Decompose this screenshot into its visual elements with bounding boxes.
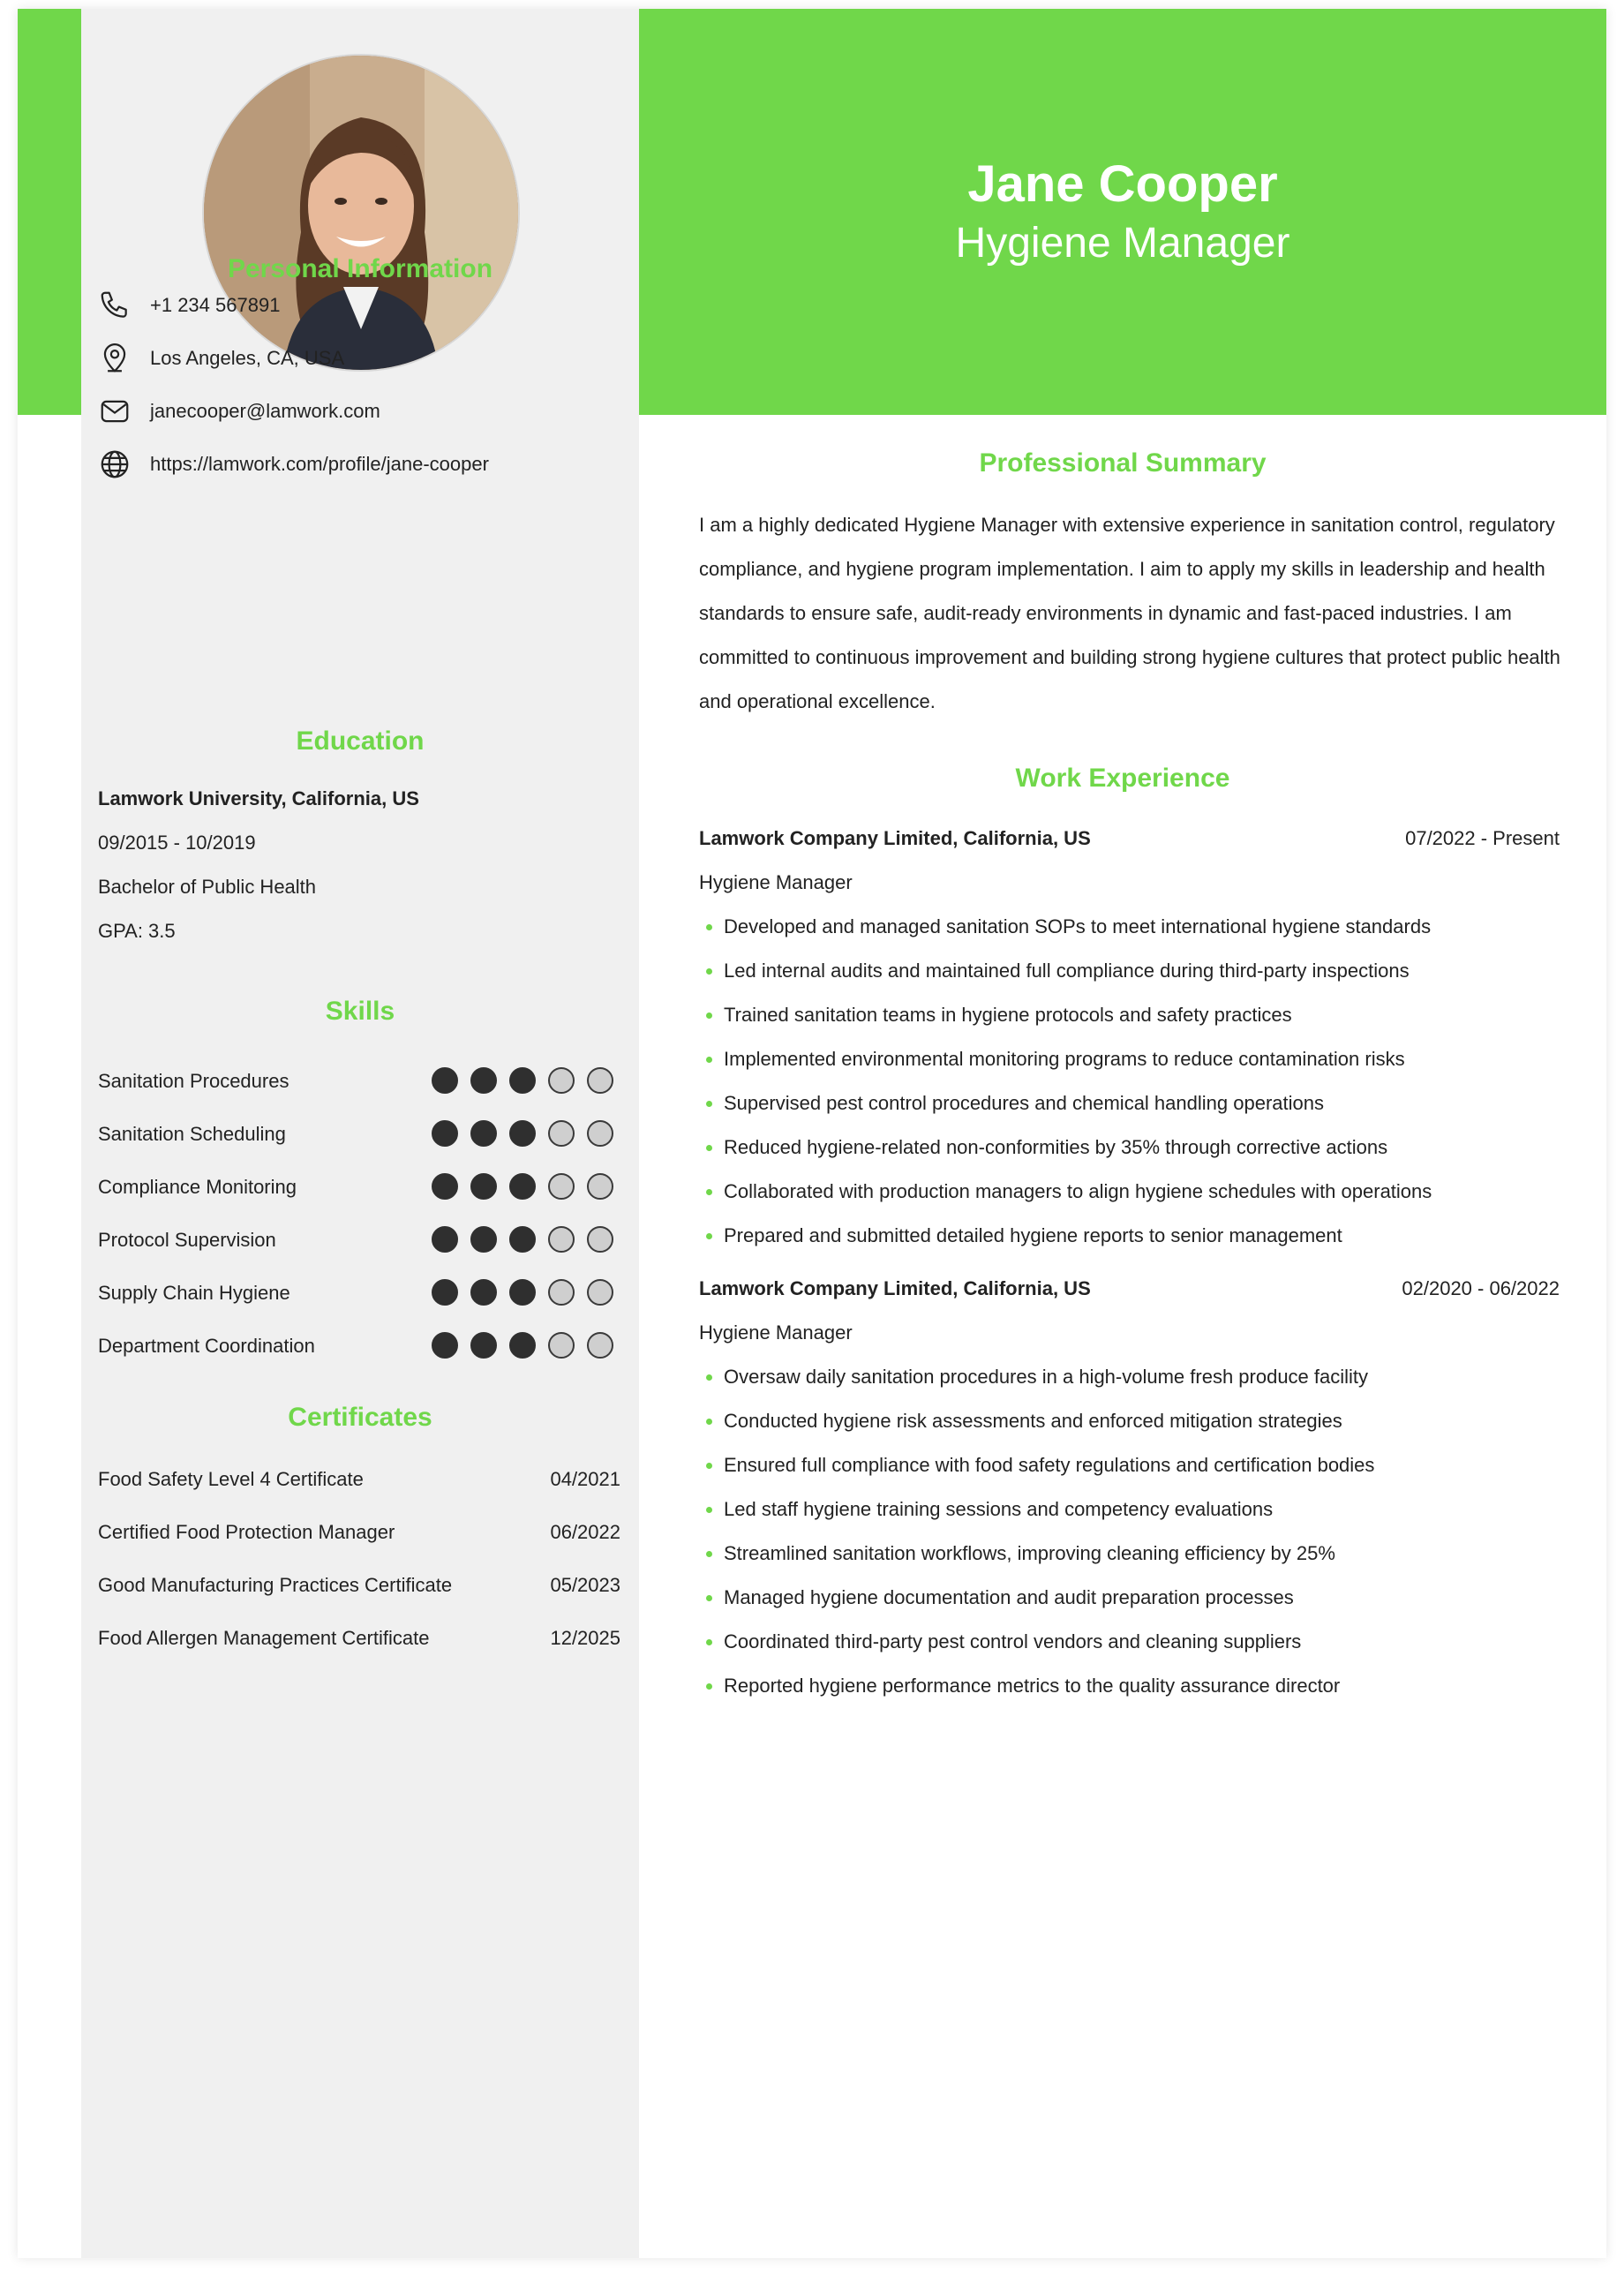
rating-dot-filled [432,1173,458,1200]
contact-website [97,445,627,484]
skill-rating [432,1226,626,1253]
rating-dot-empty [587,1120,613,1147]
job-bullet: Managed hygiene documentation and audit preparation processes [699,1576,1564,1620]
skill-name: Sanitation Scheduling [98,1123,286,1145]
rating-dot-filled [432,1067,458,1094]
certificate-date: 06/2022 [550,1521,620,1543]
skill-row [98,1170,638,1205]
certificate-row [98,1574,620,1604]
job-role: Hygiene Manager [699,871,853,893]
job-bullet: Conducted hygiene risk assessments and enforced mitigation strategies [699,1399,1564,1443]
certificate-date: 04/2021 [550,1468,620,1490]
rating-dot-filled [432,1332,458,1359]
header-banner [639,9,1606,415]
rating-dot-filled [470,1279,497,1306]
rating-dot-filled [509,1332,536,1359]
personal-info-title: Personal Information [227,254,493,283]
certificate-name: Food Allergen Management Certificate [98,1627,430,1649]
contact-email [97,392,627,431]
globe-icon [97,447,132,482]
rating-dot-filled [470,1067,497,1094]
job-bullet: Developed and managed sanitation SOPs to meet international hygiene standards [699,905,1564,949]
skill-row [98,1064,638,1099]
rating-dot-empty [548,1067,575,1094]
rating-dot-empty [587,1067,613,1094]
job-bullet: Collaborated with production managers to align hygiene schedules with operations [699,1170,1564,1214]
skill-rating [432,1173,626,1200]
skill-name: Department Coordination [98,1335,315,1357]
skill-rating [432,1332,626,1359]
location-text: Los Angeles, CA, USA [150,347,345,369]
skill-name: Protocol Supervision [98,1229,276,1251]
job-bullet: Reported hygiene performance metrics to the quality assurance director [699,1664,1564,1708]
job-bullet: Oversaw daily sanitation procedures in a high-volume fresh produce facility [699,1355,1564,1399]
rating-dot-filled [432,1279,458,1306]
rating-dot-empty [548,1173,575,1200]
skill-name: Supply Chain Hygiene [98,1282,290,1304]
education-dates: 09/2015 - 10/2019 [98,832,256,854]
skill-name: Compliance Monitoring [98,1176,297,1198]
job-role: Hygiene Manager [699,1321,853,1344]
rating-dot-empty [587,1226,613,1253]
certificate-name: Certified Food Protection Manager [98,1521,395,1543]
rating-dot-filled [509,1120,536,1147]
skill-row [98,1276,638,1311]
certificate-row [98,1627,620,1657]
certificates-title: Certificates [288,1403,432,1432]
rating-dot-filled [432,1226,458,1253]
rating-dot-filled [509,1226,536,1253]
job-bullet: Implemented environmental monitoring programs to reduce contamination risks [699,1037,1564,1081]
education-degree: Bachelor of Public Health [98,876,317,898]
job-header [699,825,1560,852]
education-title: Education [296,726,425,756]
job-bullet: Prepared and submitted detailed hygiene reports to senior management [699,1214,1564,1258]
summary-text: I am a highly dedicated Hygiene Manager with extensive experience in sanitation control, regulatory compliance, and hygiene program implementation. I aim to apply my skills in leadership and health standards to ensure safe, audit-ready environments in dynamic and fast-paced industries. I am committed to continuous improvement and building strong hygiene cultures that protect public health and operational excellence. [699,514,1560,712]
rating-dot-filled [470,1226,497,1253]
education-gpa: GPA: 3.5 [98,920,176,942]
rating-dot-empty [587,1332,613,1359]
job-header [699,1276,1560,1302]
job-bullets [699,1355,1564,1708]
certificate-date: 05/2023 [550,1574,620,1596]
skill-row [98,1329,638,1364]
job-bullet: Streamlined sanitation workflows, improving cleaning efficiency by 25% [699,1532,1564,1576]
job-bullet: Trained sanitation teams in hygiene protocols and safety practices [699,993,1564,1037]
job-bullet: Ensured full compliance with food safety regulations and certification bodies [699,1443,1564,1487]
certificate-row [98,1521,620,1551]
rating-dot-empty [548,1279,575,1306]
accent-strip [18,9,81,415]
website-text: https://lamwork.com/profile/jane-cooper [150,453,489,475]
contact-location [97,339,627,378]
job-dates: 02/2020 - 06/2022 [1402,1277,1560,1299]
candidate-name: Jane Cooper [967,155,1278,213]
rating-dot-filled [470,1173,497,1200]
summary-title: Professional Summary [979,448,1267,478]
job-bullet: Reduced hygiene-related non-conformities by 35% through corrective actions [699,1125,1564,1170]
rating-dot-filled [470,1332,497,1359]
education-school: Lamwork University, California, US [98,787,419,809]
certificate-date: 12/2025 [550,1627,620,1649]
rating-dot-filled [432,1120,458,1147]
skill-rating [432,1120,626,1147]
candidate-role: Hygiene Manager [955,220,1290,267]
certificate-name: Food Safety Level 4 Certificate [98,1468,364,1490]
rating-dot-filled [509,1173,536,1200]
rating-dot-empty [548,1226,575,1253]
skill-name: Sanitation Procedures [98,1070,289,1092]
job-dates: 07/2022 - Present [1405,827,1560,849]
skill-row [98,1117,638,1152]
job-bullets [699,905,1564,1258]
certificate-name: Good Manufacturing Practices Certificate [98,1574,453,1596]
rating-dot-empty [587,1279,613,1306]
location-pin-icon [97,341,132,376]
skill-rating [432,1279,626,1306]
job-bullet: Led internal audits and maintained full compliance during third-party inspections [699,949,1564,993]
job-bullet: Coordinated third-party pest control vendors and cleaning suppliers [699,1620,1564,1664]
contact-phone [97,286,627,325]
rating-dot-filled [509,1279,536,1306]
skill-row [98,1223,638,1258]
job-company: Lamwork Company Limited, California, US [699,1277,1091,1299]
work-title: Work Experience [1015,764,1230,793]
rating-dot-filled [509,1067,536,1094]
phone-icon [97,288,132,323]
rating-dot-filled [470,1120,497,1147]
job-bullet: Supervised pest control procedures and chemical handling operations [699,1081,1564,1125]
email-text: janecooper@lamwork.com [150,400,380,422]
phone-text: +1 234 567891 [150,294,281,316]
job-company: Lamwork Company Limited, California, US [699,827,1091,849]
skill-rating [432,1067,626,1094]
certificate-row [98,1468,620,1498]
skills-title: Skills [325,997,395,1026]
rating-dot-empty [548,1120,575,1147]
resume-page [18,9,1606,2258]
rating-dot-empty [548,1332,575,1359]
mail-icon [97,394,132,429]
rating-dot-empty [587,1173,613,1200]
job-bullet: Led staff hygiene training sessions and competency evaluations [699,1487,1564,1532]
